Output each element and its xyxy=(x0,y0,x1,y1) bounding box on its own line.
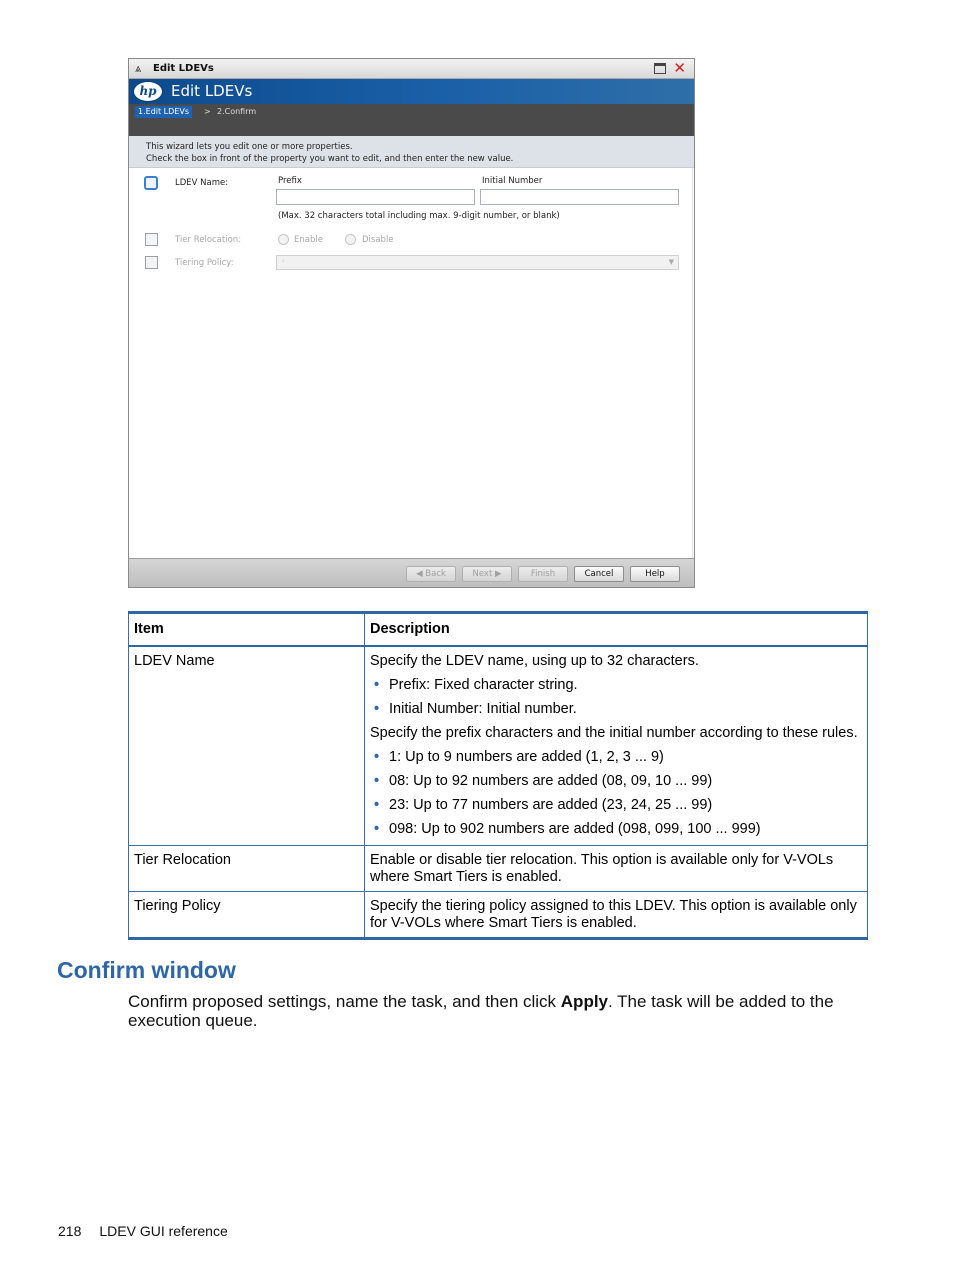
list-item: • Initial Number: Initial number. xyxy=(370,701,862,718)
tiering-policy-checkbox[interactable] xyxy=(145,256,158,269)
next-button[interactable]: Next ▶ xyxy=(462,566,512,582)
list-item: • Prefix: Fixed character string. xyxy=(370,677,862,694)
list-item: • 08: Up to 92 numbers are added (08, 09, 10 ... 99) xyxy=(370,773,862,790)
tier-relocation-label: Tier Relocation: xyxy=(175,235,242,245)
item-cell: Tier Relocation xyxy=(129,846,365,892)
cancel-button[interactable]: Cancel xyxy=(574,566,624,582)
ldev-name-hint: (Max. 32 characters total including max. 9-digit number, or blank) xyxy=(278,211,560,221)
restore-icon[interactable] xyxy=(654,63,666,74)
description-cell: Enable or disable tier relocation. This option is available only for V-VOLs where Smart Tiers is enabled. xyxy=(365,846,868,892)
section-heading: Confirm window xyxy=(57,957,236,983)
help-button[interactable]: Help xyxy=(630,566,680,582)
item-cell: LDEV Name xyxy=(129,646,365,846)
dialog-footer xyxy=(129,558,694,588)
close-icon[interactable]: ✕ xyxy=(673,59,686,77)
ldev-name-label: LDEV Name: xyxy=(175,178,229,188)
description-text: Specify the prefix characters and the initial number according to these rules. xyxy=(370,725,858,741)
enable-radio[interactable] xyxy=(278,234,289,245)
prefix-input[interactable] xyxy=(276,189,475,205)
dialog-header xyxy=(129,79,694,104)
step-confirm: 2.Confirm xyxy=(217,107,257,116)
description-cell: Specify the tiering policy assigned to this LDEV. This option is available only for V-VOLs where Smart Tiers is enabled. xyxy=(365,892,868,939)
wizard-steps xyxy=(129,104,694,136)
tier-relocation-checkbox[interactable] xyxy=(145,233,158,246)
window-titlebar[interactable] xyxy=(129,59,694,79)
page-footer xyxy=(58,1223,228,1239)
table-header-row xyxy=(129,613,868,647)
tiering-policy-select[interactable] xyxy=(276,255,679,270)
disable-radio[interactable] xyxy=(345,234,356,245)
table-row xyxy=(129,846,868,892)
step-separator: > xyxy=(204,107,211,116)
prefix-label: Prefix xyxy=(278,176,302,186)
tiering-policy-label: Tiering Policy: xyxy=(175,258,234,268)
initial-number-label: Initial Number xyxy=(482,176,543,186)
list-item: • 098: Up to 902 numbers are added (098, 099, 100 ... 999) xyxy=(370,821,862,838)
bullet-list xyxy=(370,749,862,838)
edit-form xyxy=(129,168,694,558)
item-cell: Tiering Policy xyxy=(129,892,365,939)
description-text: Specify the LDEV name, using up to 32 characters. xyxy=(370,653,699,669)
initial-number-input[interactable] xyxy=(480,189,679,205)
body-text: . The task will be added to the execution queue. xyxy=(128,992,834,1030)
column-header-item: Item xyxy=(129,613,365,647)
apply-keyword: Apply xyxy=(560,992,609,1011)
back-button[interactable]: ◀ Back xyxy=(406,566,456,582)
column-header-description: Description xyxy=(365,613,868,647)
list-item: • 23: Up to 77 numbers are added (23, 24, 25 ... 99) xyxy=(370,797,862,814)
disable-label: Disable xyxy=(362,235,394,245)
instruction-line: Check the box in front of the property you want to edit, and then enter the new value. xyxy=(146,154,514,164)
select-indicator-icon: ‹ xyxy=(282,257,285,265)
hp-logo: hp xyxy=(133,81,163,102)
enable-label: Enable xyxy=(294,235,323,245)
instruction-line: This wizard lets you edit one or more properties. xyxy=(146,142,353,152)
content-border xyxy=(692,168,693,558)
footer-title: LDEV GUI reference xyxy=(99,1223,228,1239)
finish-button[interactable]: Finish xyxy=(518,566,568,582)
window-title: Edit LDEVs xyxy=(153,63,214,74)
list-item: • 1: Up to 9 numbers are added (1, 2, 3 ... 9) xyxy=(370,749,862,766)
bullet-list xyxy=(370,677,862,718)
body-text: Confirm proposed settings, name the task, and then click xyxy=(128,992,561,1011)
page-number: 218 xyxy=(58,1223,82,1239)
collapse-icon[interactable]: ⩓ xyxy=(135,62,142,75)
table-row xyxy=(129,892,868,939)
description-cell xyxy=(365,646,868,846)
step-edit-ldevs: 1.Edit LDEVs xyxy=(135,106,192,118)
chevron-down-icon: ▼ xyxy=(668,258,674,266)
header-title: Edit LDEVs xyxy=(171,82,253,100)
ldev-name-checkbox[interactable] xyxy=(144,176,158,190)
wizard-instructions xyxy=(129,136,694,168)
section-body xyxy=(128,992,858,1030)
ldev-properties-table xyxy=(128,611,868,940)
table-row xyxy=(129,646,868,846)
edit-ldevs-dialog xyxy=(128,58,695,588)
